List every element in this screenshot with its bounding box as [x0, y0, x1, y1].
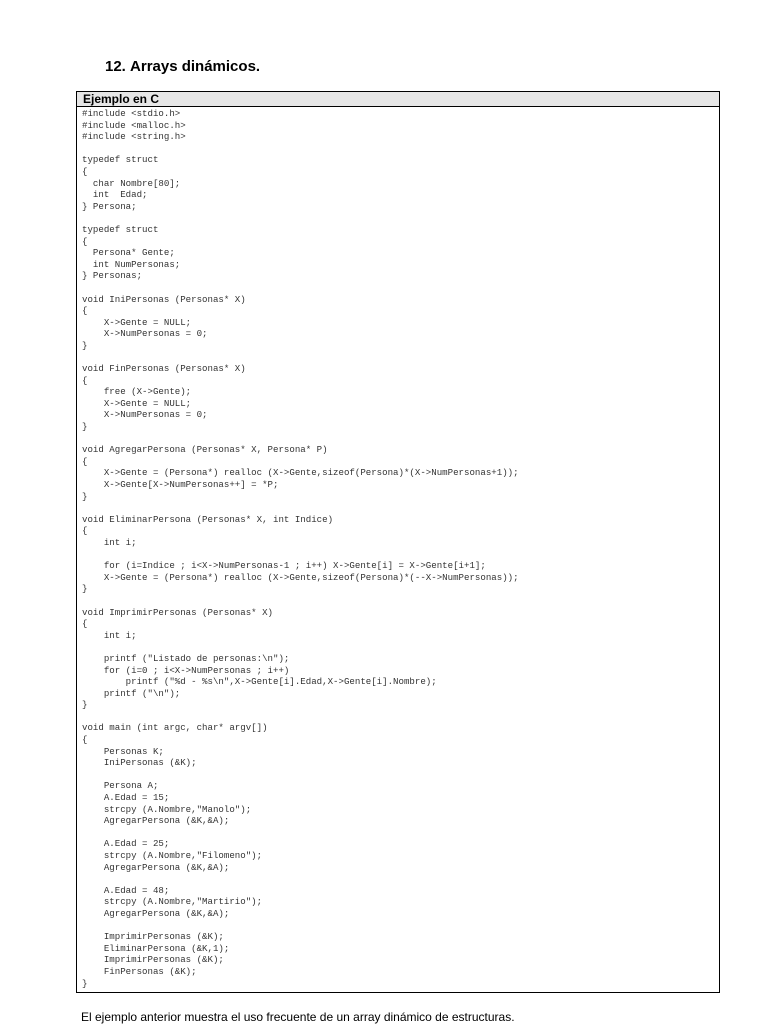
code-line: {: [82, 165, 88, 177]
code-line: strcpy (A.Nombre,"Martirio");: [82, 896, 263, 908]
code-line: X->Gente[X->NumPersonas++] = *P;: [82, 479, 279, 490]
code-line: [82, 433, 519, 445]
code-line: typedef struct: [82, 154, 159, 166]
code-line: Personas K;: [82, 745, 164, 757]
code-line: }: [82, 339, 88, 351]
code-line: ImprimirPersonas (&K);: [82, 954, 224, 966]
code-line: {: [82, 618, 88, 630]
code-line: #include <malloc.h>: [82, 119, 186, 131]
code-listing: [82, 108, 519, 989]
code-line: free (X->Gente);: [82, 386, 192, 398]
code-line: {: [82, 525, 88, 537]
code-line: int Edad;: [82, 189, 148, 201]
code-line: Persona A;: [82, 780, 159, 792]
code-line: int i;: [82, 536, 137, 548]
code-line: printf ("\n");: [82, 687, 181, 699]
caption-text: El ejemplo anterior muestra el uso frecuente de un array dinámico de estructuras.: [81, 1010, 515, 1024]
code-line: [82, 143, 519, 155]
code-line: void ImprimirPersonas (Personas* X): [82, 606, 273, 618]
code-line: ImprimirPersonas (&K);: [82, 931, 224, 943]
code-line: {: [82, 235, 88, 247]
code-line: char Nombre[80];: [82, 177, 181, 189]
code-line: AgregarPersona (&K,&A);: [82, 907, 230, 919]
code-line: for (i=0 ; i<X->NumPersonas ; i++): [82, 664, 290, 676]
code-line: #include <stdio.h>: [82, 108, 181, 119]
code-line: X->Gente = NULL;: [82, 316, 192, 328]
code-line: FinPersonas (&K);: [82, 965, 197, 977]
code-line: Persona* Gente;: [82, 247, 175, 259]
code-line: } Personas;: [82, 270, 143, 282]
code-line: #include <string.h>: [82, 131, 186, 143]
code-line: }: [82, 490, 88, 502]
code-line: void EliminarPersona (Personas* X, int Indice): [82, 513, 334, 525]
code-line: X->Gente = (Persona*) realloc (X->Gente,sizeof(Persona)*(--X->NumPersonas));: [82, 571, 519, 583]
code-line: } Persona;: [82, 200, 137, 212]
code-line: void main (int argc, char* argv[]): [82, 722, 268, 734]
code-line: strcpy (A.Nombre,"Manolo");: [82, 803, 252, 815]
code-line: {: [82, 305, 88, 317]
code-line: [82, 769, 519, 781]
code-line: {: [82, 374, 88, 386]
code-line: int NumPersonas;: [82, 258, 181, 270]
code-line: void FinPersonas (Personas* X): [82, 363, 246, 375]
code-line: AgregarPersona (&K,&A);: [82, 815, 230, 827]
code-line: [82, 351, 519, 363]
code-line: A.Edad = 48;: [82, 884, 170, 896]
code-line: }: [82, 421, 88, 433]
code-line: X->Gente = NULL;: [82, 397, 192, 409]
code-line: }: [82, 977, 88, 989]
code-line: EliminarPersona (&K,1);: [82, 942, 230, 954]
code-line: for (i=Indice ; i<X->NumPersonas-1 ; i++) X->Gente[i] = X->Gente[i+1];: [82, 560, 486, 572]
code-line: [82, 212, 519, 224]
code-line: }: [82, 699, 88, 711]
code-line: AgregarPersona (&K,&A);: [82, 861, 230, 873]
code-example-box: [76, 91, 720, 993]
code-line: IniPersonas (&K);: [82, 757, 197, 769]
code-line: typedef struct: [82, 223, 159, 235]
code-line: strcpy (A.Nombre,"Filomeno");: [82, 850, 263, 861]
code-line: int i;: [82, 629, 137, 641]
code-line: [82, 711, 519, 723]
code-line: {: [82, 455, 88, 467]
code-line: X->NumPersonas = 0;: [82, 409, 208, 421]
code-line: {: [82, 734, 88, 746]
code-line: printf ("%d - %s\n",X->Gente[i].Edad,X->Gente[i].Nombre);: [82, 676, 437, 688]
code-line: void AgregarPersona (Personas* X, Persona* P): [82, 444, 328, 456]
section-title: 12. Arrays dinámicos.: [105, 58, 261, 75]
code-line: [82, 502, 519, 514]
code-line: printf ("Listado de personas:\n");: [82, 652, 290, 664]
code-line: [82, 641, 519, 653]
code-line: [82, 595, 519, 607]
code-example-header: Ejemplo en C: [77, 92, 719, 107]
code-line: [82, 282, 519, 294]
code-line: void IniPersonas (Personas* X): [82, 293, 246, 305]
code-line: [82, 920, 519, 932]
code-line: [82, 827, 519, 839]
code-line: [82, 549, 519, 561]
code-line: [82, 873, 519, 885]
code-line: A.Edad = 15;: [82, 792, 170, 804]
code-line: }: [82, 583, 88, 595]
code-line: A.Edad = 25;: [82, 838, 170, 850]
code-line: X->Gente = (Persona*) realloc (X->Gente,sizeof(Persona)*(X->NumPersonas+1));: [82, 467, 519, 479]
code-line: X->NumPersonas = 0;: [82, 328, 208, 340]
